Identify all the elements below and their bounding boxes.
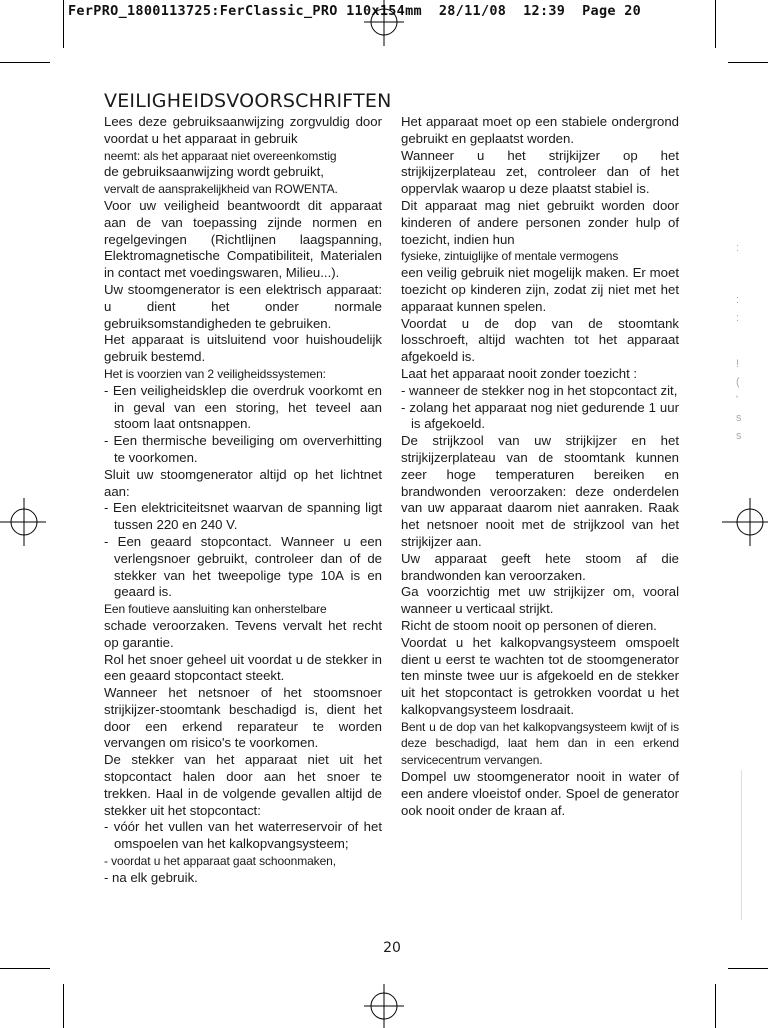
paragraph: Voordat u het kalkopvangsysteem omspoelt dient u eerst te wachten tot de stoomgenerator ten minste twee uur is afgekoeld en de stekker uit het stopcontact is getrokken voordat u het kalkopvangsysteem losdraait.: [401, 634, 679, 717]
paragraph: Bent u de dop van het kalkopvangsysteem kwijt of is deze beschadigd, laat hem dan in een erkend servicecentrum vervangen.: [401, 719, 679, 768]
bleed-through-glyphs: [736, 240, 746, 444]
bleed-glyph: s: [736, 412, 742, 424]
paragraph: Dompel uw stoomgenerator nooit in water of een andere vloeistof onder. Spoel de generator ook nooit onder de kraan af.: [401, 769, 679, 818]
bleed-glyph: :: [736, 294, 740, 306]
paragraph: fysieke, zintuiglijke of mentale vermogens: [401, 249, 619, 264]
registration-mark-right-icon: [722, 492, 768, 552]
paragraph: Richt de stoom nooit op personen of dieren.: [401, 617, 657, 633]
right-column: [401, 114, 679, 819]
list-item: - Een veiligheidsklep die overdruk voorkomt en in geval van een storing, het teveel aan stoom laat ontsnappen.: [104, 382, 382, 432]
paragraph: De stekker van het apparaat niet uit het stopcontact halen door aan het snoer te trekken. Haal in de volgende gevallen altijd de stekker uit het stopcontact:: [104, 752, 382, 818]
paragraph: Een foutieve aansluiting kan onherstelbare: [104, 602, 327, 617]
paragraph: Laat het apparaat nooit zonder toezicht :: [401, 365, 638, 381]
paragraph: de gebruiksaanwijzing wordt gebruikt,: [104, 164, 324, 180]
paragraph: schade veroorzaken. Tevens vervalt het recht op garantie.: [104, 617, 382, 650]
paragraph: Voor uw veiligheid beantwoordt dit apparaat aan de van toepassing zijnde normen en regelgevingen (Richtlijnen laagspanning, Elektromagnetische Compatibiliteit, Materialen in contact met voedingswaren, Milieu...).: [104, 197, 382, 281]
paragraph: een veilig gebruik niet mogelijk maken. Er moet toezicht op kinderen zijn, zodat zij niet met het apparaat kunnen spelen.: [401, 265, 679, 314]
page-number: 20: [383, 940, 401, 956]
crop-mark-top-left-horizontal: [0, 62, 50, 63]
crop-mark-top-right-vertical: [715, 0, 716, 48]
list-item: - zolang het apparaat nog niet gedurende 1 uur is afgekoeld.: [401, 399, 679, 432]
bleed-glyph: :: [736, 242, 740, 254]
crop-mark-top-left-vertical: [63, 0, 64, 48]
bleed-glyph: ': [736, 394, 739, 406]
bleed-glyph: (: [736, 376, 740, 388]
list-item: - wanneer de stekker nog in het stopcontact zit,: [401, 382, 678, 398]
bleed-through-line: [741, 770, 742, 920]
paragraph: Het apparaat is uitsluitend voor huishoudelijk gebruik bestemd.: [104, 332, 382, 365]
print-slug: FerPRO_1800113725:FerClassic_PRO 110x154mm 28/11/08 12:39 Page 20: [68, 3, 642, 19]
paragraph: De strijkzool van uw strijkijzer en het strijkijzerplateau van de stoomtank kunnen zeer hoge temperaturen bereiken en brandwonden veroorzaken: deze onderdelen van uw apparaat daarom niet aanraken. Raak het netsnoer nooit met de strijkzool van het strijkijzer aan.: [401, 433, 679, 549]
bleed-glyph: s: [736, 430, 742, 442]
bleed-glyph: :: [736, 312, 740, 324]
paragraph: Sluit uw stoomgenerator altijd op het lichtnet aan:: [104, 466, 382, 499]
registration-mark-bottom-icon: [356, 984, 412, 1028]
paragraph: Uw apparaat geeft hete stoom af die brandwonden kan veroorzaken.: [401, 550, 679, 583]
bleed-glyph: !: [736, 358, 740, 370]
registration-mark-top-icon: [356, 0, 412, 46]
left-column: [104, 114, 382, 887]
paragraph: Rol het snoer geheel uit voordat u de stekker in een geaard stopcontact steekt.: [104, 651, 382, 684]
crop-mark-bottom-left-vertical: [63, 984, 64, 1028]
paragraph: vervalt de aansprakelijkheid van ROWENTA.: [104, 182, 338, 197]
page-title: VEILIGHEIDSVOORSCHRIFTEN: [104, 90, 392, 112]
paragraph: Het apparaat moet op een stabiele ondergrond gebruikt en geplaatst worden.: [401, 114, 679, 146]
paragraph: Wanneer u het strijkijzer op het strijkijzerplateau zet, controleer dan of het oppervlak waarop u deze plaatst stabiel is.: [401, 147, 679, 197]
paragraph: Dit apparaat mag niet gebruikt worden door kinderen of andere personen zonder hulp of toezicht, indien hun: [401, 197, 679, 247]
paragraph: Lees deze gebruiksaanwijzing zorgvuldig door voordat u het apparaat in gebruik: [104, 114, 382, 146]
paragraph: Het is voorzien van 2 veiligheidssystemen:: [104, 366, 326, 381]
list-item: - Een geaard stopcontact. Wanneer u een verlengsnoer gebruikt, controleer dan of de stekker van het tweepolige type 10A is en geaard is.: [104, 533, 382, 600]
crop-mark-bottom-left-horizontal: [0, 968, 50, 969]
paragraph: Voordat u de dop van de stoomtank losschroeft, altijd wachten tot het apparaat afgekoeld is.: [401, 315, 679, 365]
crop-mark-top-right-horizontal: [728, 62, 768, 63]
list-item: - Een thermische beveiliging om oververhitting te voorkomen.: [104, 433, 382, 465]
registration-mark-left-icon: [0, 492, 46, 552]
crop-mark-bottom-right-horizontal: [728, 968, 768, 969]
paragraph: neemt: als het apparaat niet overeenkomstig: [104, 148, 337, 163]
crop-mark-bottom-right-vertical: [715, 984, 716, 1028]
list-item: - Een elektriciteitsnet waarvan de spanning ligt tussen 220 en 240 V.: [104, 500, 382, 533]
paragraph: Ga voorzichtig met uw strijkijzer om, vooral wanneer u verticaal strijkt.: [401, 584, 679, 617]
list-item: - vóór het vullen van het waterreservoir of het omspoelen van het kalkopvangsysteem;: [104, 819, 382, 852]
paragraph: Wanneer het netsnoer of het stoomsnoer strijkijzer-stoomtank beschadigd is, dient het door een erkend reparateur te worden vervangen om risico's te voorkomen.: [104, 685, 382, 751]
list-item: - voordat u het apparaat gaat schoonmaken,: [104, 854, 336, 869]
list-item: - na elk gebruik.: [104, 869, 198, 885]
paragraph: Uw stoomgenerator is een elektrisch apparaat: u dient het onder normale gebruiksomstandigheden te gebruiken.: [104, 281, 382, 331]
